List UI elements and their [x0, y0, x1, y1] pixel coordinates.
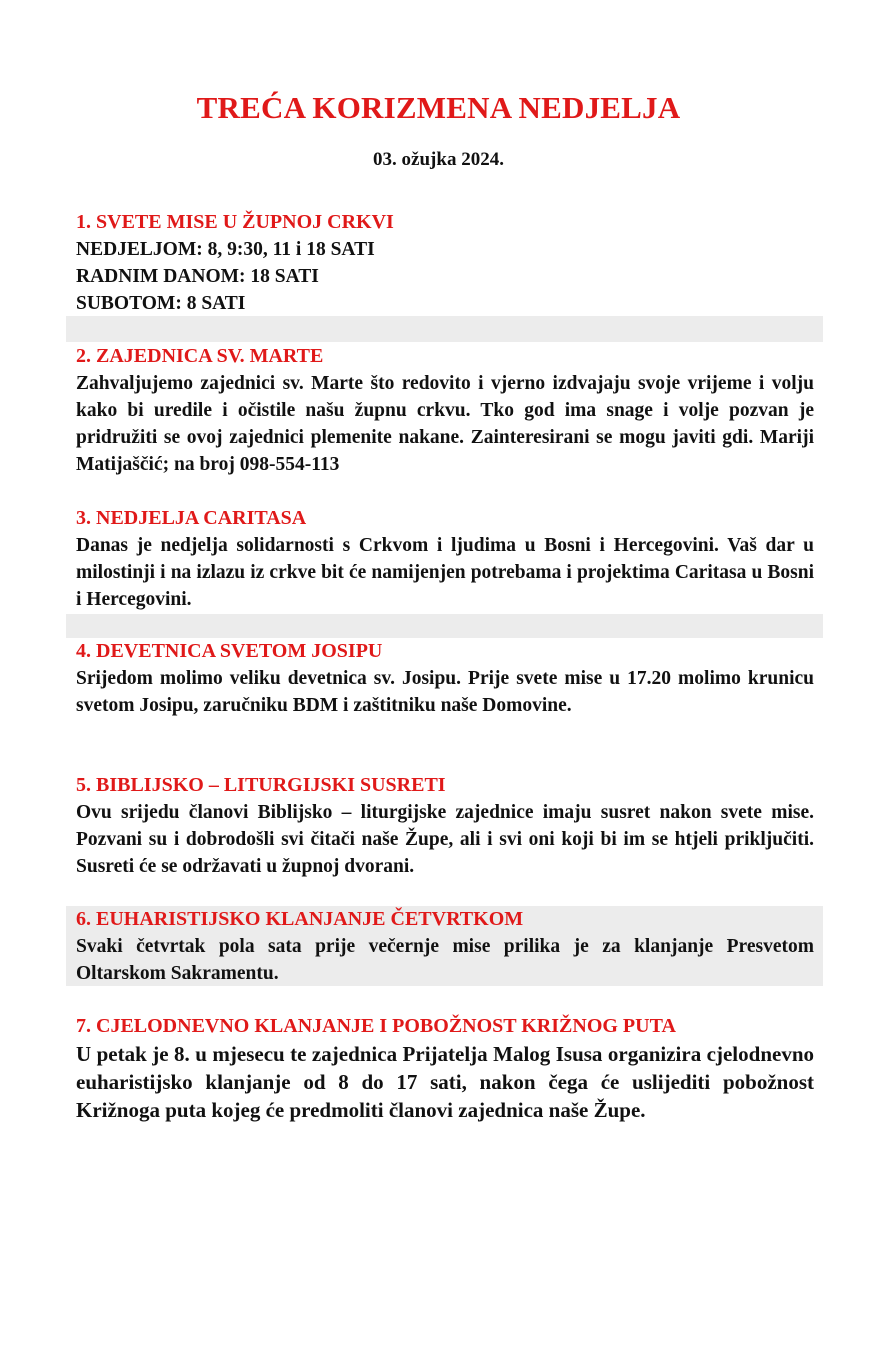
schedule-line: NEDJELJOM: 8, 9:30, 11 i 18 SATI: [76, 239, 375, 260]
section-title: 4. DEVETNICA SVETOM JOSIPU: [76, 640, 383, 662]
page-date: 03. ožujka 2024.: [373, 149, 504, 170]
page-title: TREĆA KORIZMENA NEDJELJA: [196, 90, 681, 125]
section-thursday-adoration: [76, 906, 814, 987]
section-text: Zahvaljujemo zajednici sv. Marte što redovito i vjerno izdvajaju svoje vrijeme i volju kako bi uredile i očistile našu župnu crkvu. Tko god ima snage i volje pozvan je pridružiti se ovoj zajednici plemenite nakane. Zainteresirani se mogu javiti gdi. Mariji Matijaščić; na broj 098-554-113: [76, 373, 814, 475]
schedule-line: RADNIM DANOM: 18 SATI: [76, 266, 319, 287]
section-biblical-meetings: [76, 772, 814, 880]
shaded-band: [66, 614, 823, 638]
section-all-day-adoration: [76, 1013, 814, 1124]
section-novena: [76, 638, 814, 719]
section-title: 7. CJELODNEVNO KLANJANJE I POBOŽNOST KRIŽNOG PUTA: [76, 1015, 676, 1037]
section-title: 6. EUHARISTIJSKO KLANJANJE ČETVRTKOM: [76, 908, 524, 930]
section-text: U petak je 8. u mjesecu te zajednica Prijatelja Malog Isusa organizira cjelodnevno euharistijsko klanjanje od 8 do 17 sati, nakon čega će uslijediti pobožnost Križnoga puta kojeg će predmoliti članovi zajednica naše Župe.: [76, 1042, 814, 1122]
section-title: 3. NEDJELJA CARITASA: [76, 507, 307, 529]
section-text: Svaki četvrtak pola sata prije večernje mise prilika je za klanjanje Presvetom Oltarskom Sakramentu.: [76, 936, 814, 984]
section-st-martha: [76, 343, 814, 478]
section-title: 1. SVETE MISE U ŽUPNOJ CRKVI: [76, 211, 394, 233]
section-text: Ovu srijedu članovi Biblijsko – liturgijske zajednice imaju susret nakon svete mise. Pozvani su i dobrodošli svi čitači naše Župe, ali i svi oni koji bi im se htjeli priključiti. Susreti će se održavati u župnoj dvorani.: [76, 802, 814, 877]
section-title: 5. BIBLIJSKO – LITURGIJSKI SUSRETI: [76, 774, 446, 796]
shaded-band: [66, 316, 823, 342]
section-text: Danas je nedjelja solidarnosti s Crkvom i ljudima u Bosni i Hercegovini. Vaš dar u milostinji i na izlazu iz crkve bit će namijenjen potrebama i projektima Caritasa u Bosni i Hercegovini.: [76, 535, 814, 610]
schedule-line: SUBOTOM: 8 SATI: [76, 293, 246, 314]
section-caritas: [76, 505, 814, 613]
section-title: 2. ZAJEDNICA SV. MARTE: [76, 345, 324, 367]
section-text: Srijedom molimo veliku devetnica sv. Josipu. Prije svete mise u 17.20 molimo krunicu svetom Josipu, zaručniku BDM i zaštitniku naše Domovine.: [76, 668, 814, 716]
section-mass-schedule: [76, 209, 814, 317]
